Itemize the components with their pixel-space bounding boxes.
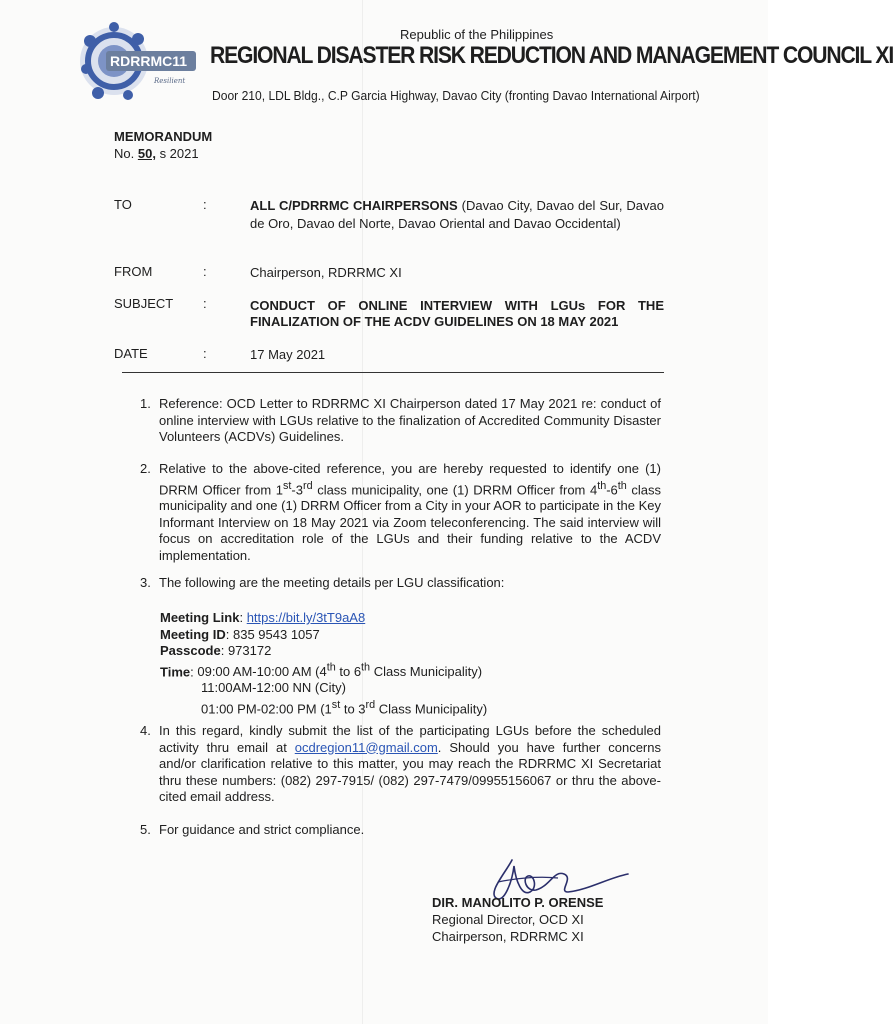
subject-colon: : xyxy=(203,296,207,311)
meeting-link-row: Meeting Link: https://bit.ly/3tT9aA8 xyxy=(160,610,366,625)
passcode-value: 973172 xyxy=(227,643,272,658)
council-address: Door 210, LDL Bldg., C.P Garcia Highway, Davao City (fronting Davao International Airport) xyxy=(212,88,700,103)
time-slot-1: 09:00 AM-10:00 AM (4th to 6th Class Municipality) xyxy=(197,661,483,679)
meeting-id-value: 835 9543 1057 xyxy=(232,626,320,642)
time-slot-3: 01:00 PM-02:00 PM (1st to 3rd Class Municipality) xyxy=(201,698,488,717)
date-value: 17 May 2021 xyxy=(250,347,326,362)
memo-number-prefix: No. xyxy=(114,146,135,161)
council-name: REGIONAL DISASTER RISK REDUCTION AND MANAGEMENT COUNCIL XI xyxy=(210,42,893,69)
logo-wordmark: RDRRMC11 xyxy=(110,53,188,69)
item-text: In this regard, kindly submit the list of the participating LGUs before the scheduled activity thru email at ocdregion11@gmail.com. Should you have further concerns and/or clarification relative to this matter, you may reach the RDRRMC XI Secretariat thru these numbers: (082) 297-7915/ (082) 297-7479/09955156067 or thru the above-cited email address. xyxy=(159,723,661,804)
item-number: 4. xyxy=(140,723,151,738)
meeting-id-row: Meeting ID: 835 9543 1057 xyxy=(160,626,320,642)
item-text: The following are the meeting details per LGU classification: xyxy=(159,575,505,590)
memo-number-suffix: s 2021 xyxy=(159,146,199,161)
item-text: For guidance and strict compliance. xyxy=(159,822,365,837)
time-label: Time xyxy=(160,663,191,679)
to-recipients: ALL C/PDRRMC CHAIRPERSONS xyxy=(250,198,458,213)
item-number: 1. xyxy=(140,396,151,411)
time-row: Time: 09:00 AM-10:00 AM (4th to 6th Class Municipality) xyxy=(160,661,483,679)
passcode-row: Passcode: 973172 xyxy=(160,643,272,658)
rdrrmc-logo xyxy=(76,17,198,105)
date-colon: : xyxy=(203,346,207,361)
subject-label: SUBJECT xyxy=(114,296,174,311)
republic-line: Republic of the Philippines xyxy=(400,27,554,42)
email-link[interactable]: ocdregion11@gmail.com xyxy=(294,739,438,755)
to-colon: : xyxy=(203,197,207,212)
memo-title: MEMORANDUM xyxy=(114,129,213,144)
signatory-title-1: Regional Director, OCD XI xyxy=(432,912,584,927)
from-colon: : xyxy=(203,264,207,279)
logo-script: Resilient xyxy=(154,77,186,85)
signatory-name: DIR. MANOLITO P. ORENSE xyxy=(432,895,604,910)
item-number: 3. xyxy=(140,575,151,590)
memo-number-value: 50, xyxy=(137,146,156,161)
from-label: FROM xyxy=(114,264,153,279)
item-number: 5. xyxy=(140,822,151,837)
meeting-id-label: Meeting ID xyxy=(160,626,226,642)
subject-value: CONDUCT OF ONLINE INTERVIEW WITH LGUs FOR THE FINALIZATION OF THE ACDV GUIDELINES ON 18 MAY 2021 xyxy=(250,298,664,329)
to-areas: (Davao City, Davao del Sur, Davao de Oro, Davao del Norte, Davao Oriental and Davao Occidental) xyxy=(250,198,664,231)
date-label: DATE xyxy=(114,346,148,361)
signatory-title-2: Chairperson, RDRRMC XI xyxy=(432,929,584,944)
time-slot-2: 11:00AM-12:00 NN (City) xyxy=(201,680,346,696)
item-text: Relative to the above-cited reference, you are hereby requested to identify one (1) DRRM Officer from 1st-3rd class municipality, one (1) DRRM Officer from 4th-6th class municipality and one (1) DRRM Officer from a City in your AOR to participate in the Key Informant Interview on 18 May 2021 via Zoom teleconferencing. The said interview will focus on accreditation role of the LGUs and their funding relative to the ACDV implementation. xyxy=(159,461,661,563)
item-text: Reference: OCD Letter to RDRRMC XI Chairperson dated 17 May 2021 re: conduct of online interview with LGUs relative to the finalization of Accredited Community Disaster Volunteers (ACDVs) Guidelines. xyxy=(159,396,661,444)
passcode-label: Passcode xyxy=(160,643,221,658)
to-label: TO xyxy=(114,197,132,212)
meeting-link[interactable]: https://bit.ly/3tT9aA8 xyxy=(246,610,366,625)
to-value xyxy=(250,197,664,233)
meeting-link-label: Meeting Link xyxy=(160,610,240,625)
from-value: Chairperson, RDRRMC XI xyxy=(250,265,402,280)
memo-number xyxy=(114,146,199,161)
header-divider xyxy=(122,372,664,373)
item-number: 2. xyxy=(140,461,151,476)
meeting-details xyxy=(160,610,487,718)
